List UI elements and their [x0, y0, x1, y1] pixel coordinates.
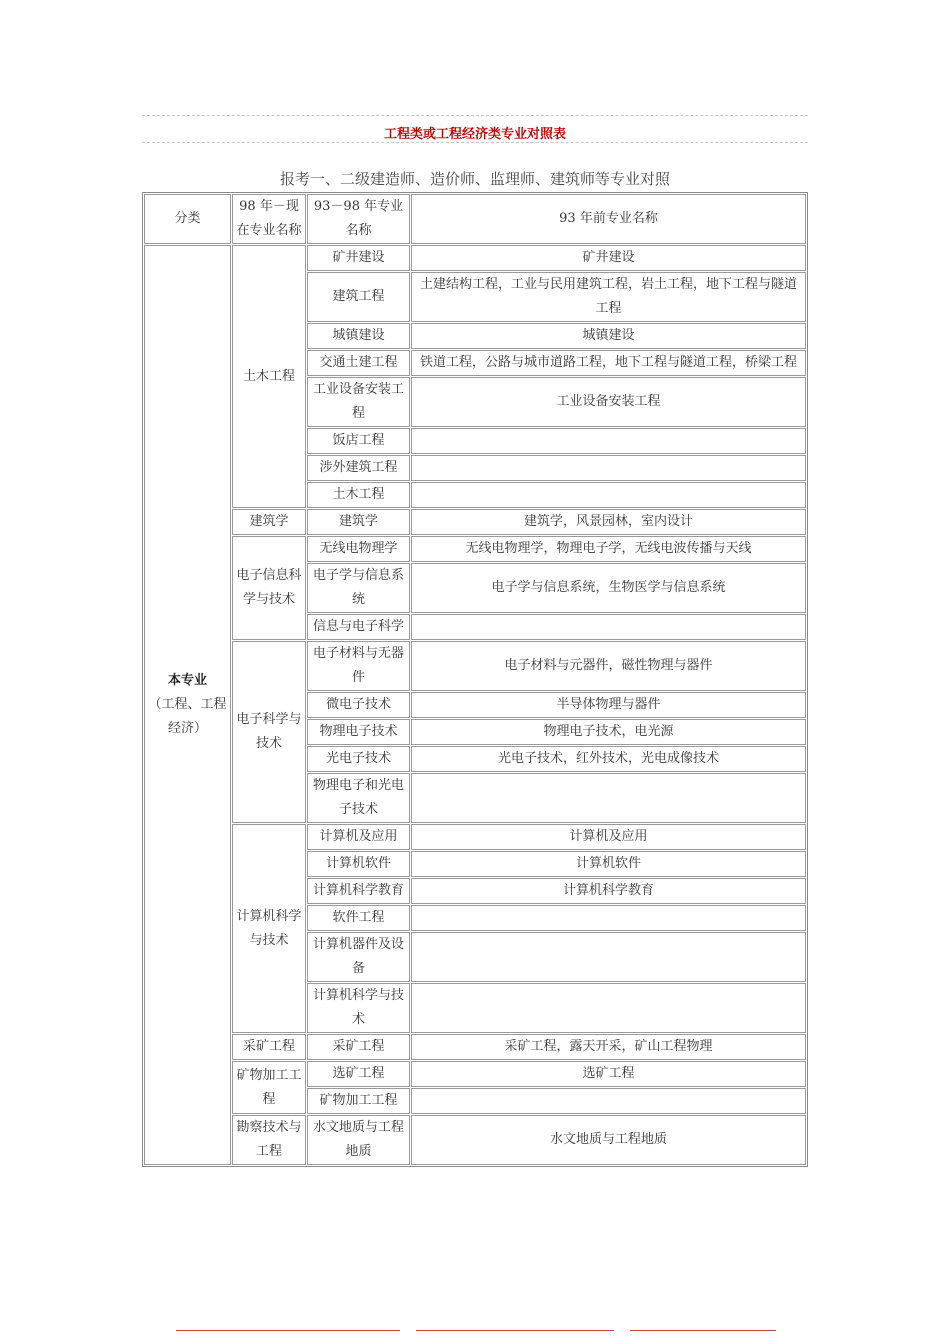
mid-name-cell: 软件工程 — [307, 905, 410, 931]
group-name-cell: 采矿工程 — [232, 1034, 306, 1060]
old-name-cell — [411, 614, 806, 640]
header-name-pre-93: 93 年前专业名称 — [411, 194, 806, 244]
group-name-cell: 勘察技术与工程 — [232, 1115, 306, 1165]
header-category: 分类 — [144, 194, 231, 244]
old-name-cell — [411, 932, 806, 982]
mid-name-cell: 交通土建工程 — [307, 350, 410, 376]
mid-name-cell: 物理电子和光电子技术 — [307, 773, 410, 823]
old-name-cell: 工业设备安装工程 — [411, 377, 806, 427]
mid-name-cell: 电子学与信息系统 — [307, 563, 410, 613]
mid-name-cell: 计算机科学教育 — [307, 878, 410, 904]
old-name-cell: 建筑学，风景园林，室内设计 — [411, 509, 806, 535]
mid-name-cell: 物理电子技术 — [307, 719, 410, 745]
group-name-cell: 计算机科学与技术 — [232, 824, 306, 1033]
old-name-cell: 半导体物理与器件 — [411, 692, 806, 718]
group-name-cell: 土木工程 — [232, 245, 306, 508]
header-name-93-98: 93－98 年专业名称 — [307, 194, 410, 244]
footer-rule-left — [176, 1330, 400, 1331]
old-name-cell: 选矿工程 — [411, 1061, 806, 1087]
mid-name-cell: 采矿工程 — [307, 1034, 410, 1060]
old-name-cell: 电子材料与元器件，磁性物理与器件 — [411, 641, 806, 691]
page-title: 工程类或工程经济类专业对照表 — [383, 127, 566, 142]
table-row — [144, 1034, 806, 1060]
mid-name-cell: 计算机器件及设备 — [307, 932, 410, 982]
group-name-cell: 电子科学与技术 — [232, 641, 306, 823]
category-sub: （工程、工程经济） — [148, 697, 227, 736]
old-name-cell — [411, 455, 806, 481]
old-name-cell — [411, 1088, 806, 1114]
table-body — [144, 194, 806, 1165]
mid-name-cell: 饭店工程 — [307, 428, 410, 454]
old-name-cell: 计算机软件 — [411, 851, 806, 877]
old-name-cell — [411, 773, 806, 823]
top-dashed-rule — [142, 115, 808, 116]
mid-name-cell: 工业设备安装工程 — [307, 377, 410, 427]
mid-name-cell: 计算机科学与技术 — [307, 983, 410, 1033]
table-header-row — [144, 194, 806, 244]
footer-rule-right — [630, 1330, 776, 1331]
mid-name-cell: 矿物加工工程 — [307, 1088, 410, 1114]
old-name-cell: 土建结构工程，工业与民用建筑工程，岩土工程，地下工程与隧道工程 — [411, 272, 806, 322]
mid-name-cell: 矿井建设 — [307, 245, 410, 271]
table-subtitle: 报考一、二级建造师、造价师、监理师、建筑师等专业对照 — [279, 170, 670, 188]
old-name-cell — [411, 482, 806, 508]
table-row — [144, 1115, 806, 1165]
mid-name-cell: 建筑工程 — [307, 272, 410, 322]
old-name-cell — [411, 905, 806, 931]
table-row — [144, 509, 806, 535]
old-name-cell: 城镇建设 — [411, 323, 806, 349]
mid-name-cell: 城镇建设 — [307, 323, 410, 349]
old-name-cell: 物理电子技术，电光源 — [411, 719, 806, 745]
old-name-cell — [411, 428, 806, 454]
table-row — [144, 1061, 806, 1087]
header-name-98: 98 年－现在专业名称 — [232, 194, 306, 244]
mid-name-cell: 建筑学 — [307, 509, 410, 535]
old-name-cell: 铁道工程，公路与城市道路工程，地下工程与隧道工程，桥梁工程 — [411, 350, 806, 376]
category-name: 本专业 — [167, 673, 207, 688]
mid-name-cell: 信息与电子科学 — [307, 614, 410, 640]
mid-name-cell: 光电子技术 — [307, 746, 410, 772]
old-name-cell: 电子学与信息系统，生物医学与信息系统 — [411, 563, 806, 613]
mid-name-cell: 计算机软件 — [307, 851, 410, 877]
mid-name-cell: 涉外建筑工程 — [307, 455, 410, 481]
old-name-cell: 采矿工程，露天开采，矿山工程物理 — [411, 1034, 806, 1060]
mid-name-cell: 电子材料与无器件 — [307, 641, 410, 691]
table-row — [144, 245, 806, 271]
category-cell — [144, 245, 231, 1165]
mid-name-cell: 选矿工程 — [307, 1061, 410, 1087]
old-name-cell: 水文地质与工程地质 — [411, 1115, 806, 1165]
old-name-cell: 计算机科学教育 — [411, 878, 806, 904]
old-name-cell: 无线电物理学，物理电子学，无线电波传播与天线 — [411, 536, 806, 562]
mid-name-cell: 计算机及应用 — [307, 824, 410, 850]
mid-name-cell: 土木工程 — [307, 482, 410, 508]
old-name-cell: 光电子技术，红外技术，光电成像技术 — [411, 746, 806, 772]
bottom-dashed-rule — [142, 142, 808, 143]
major-comparison-table — [142, 192, 808, 1167]
old-name-cell: 矿井建设 — [411, 245, 806, 271]
mid-name-cell: 水文地质与工程地质 — [307, 1115, 410, 1165]
mid-name-cell: 微电子技术 — [307, 692, 410, 718]
footer-rule-middle — [416, 1330, 614, 1331]
group-name-cell: 电子信息科学与技术 — [232, 536, 306, 640]
table-row — [144, 641, 806, 691]
old-name-cell — [411, 983, 806, 1033]
group-name-cell: 建筑学 — [232, 509, 306, 535]
mid-name-cell: 无线电物理学 — [307, 536, 410, 562]
old-name-cell: 计算机及应用 — [411, 824, 806, 850]
table-row — [144, 536, 806, 562]
group-name-cell: 矿物加工工程 — [232, 1061, 306, 1114]
table-row — [144, 824, 806, 850]
